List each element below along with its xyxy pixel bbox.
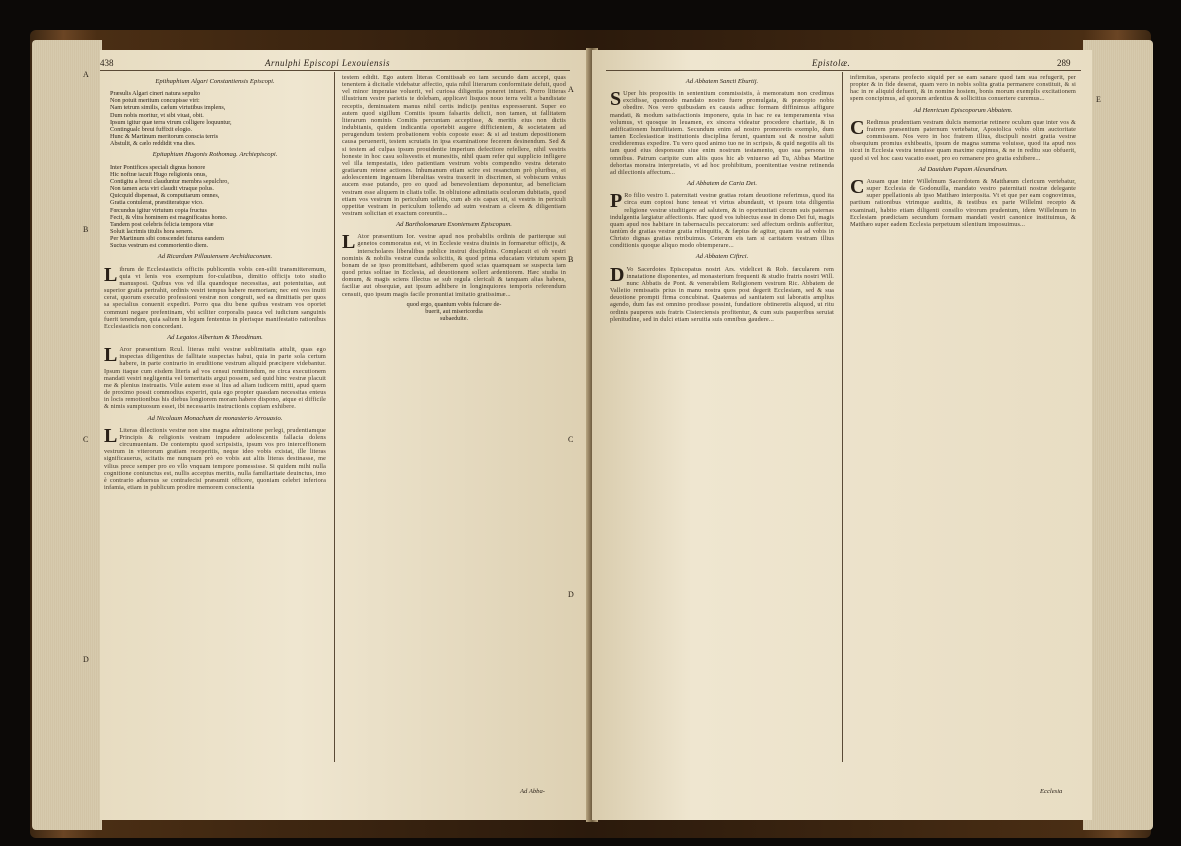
margin-letter: B: [83, 225, 89, 234]
letter-text: Ro filio vestro I. paternitati vestræ gratias rotam deuotione referimus, quod ita circa eum copiosi hunc teneat vt virtus abundauit, vt ipsum tota diligentia religione vestræ studitigere ad salutem, & in oportunitati circum suis paternas indulgentia largiatur affectionis. Hæc quod vos iubiectus esse in domo Dei fui, magis quam apud nos habitare in tabernaculis peccatorum: sed affectum ordinis aufferitur, tantùm de gratias vestræ gratia relinquitis, & fæpius de agitur, quam ita ad vobis in Christo dignas gratias retribuimus. Ceterum eis tam si caritatem vestram illius conditionis quoque aliquo modo obtemperare...: [610, 192, 834, 250]
verse-line: Ipsum igitur quæ terra virum colligere loquuntur,: [110, 118, 232, 126]
drop-capital: L: [342, 231, 356, 254]
right-column-1: [610, 74, 834, 326]
section-heading: Ad Legatos Albertum & Theodinum.: [167, 334, 263, 341]
right-column-2: [850, 74, 1076, 231]
column-rule: [842, 72, 843, 762]
section-heading: Ad Abbatem de Caria Dei.: [686, 180, 758, 188]
verse-line: Hic noftræ iacuit Hugo religionis onus,: [110, 170, 207, 178]
letter-text: Redimus prudentiam vestram dulcis memoriæ retinere oculum quæ inter vos & fratrem præsentium paternum vertebatur, Apostolica vobis olim auctoritate commissum. Nos vero in hoc fratrem illius, discipuli nostri gratia vestræ obsequium promius exhibeatis, ipsum de magna summa voluisse, quod ita apud nos sicut in Ecclesia vestra tenuisse quam maxime cupimus, & ne in reditu suo obfuerit, quod si vel hoc casu vacatio esset, pro eo remanere pro gratia exhibere...: [850, 118, 1076, 162]
margin-letter: C: [568, 435, 574, 444]
left-column-2: [342, 74, 566, 322]
section-heading: Ad Nicolaum Monachum de monasterio Arrouasio.: [147, 414, 283, 422]
header-rule: [606, 70, 1081, 71]
right-page: [592, 50, 1092, 820]
verse-line: Fœcundus igitur virtutum copia fructus: [110, 206, 207, 214]
margin-letter: A: [83, 70, 89, 79]
verse-line: Abstulit, & cælo reddidit vna dies.: [110, 140, 196, 148]
right-running-head: Epistolæ.: [812, 58, 851, 68]
letter-text: Ator præsentium Ior. vestræ apud nos probabilis ordinis de pariterque sui genetos commoratus est, vt in Ecclesie vestra diuinis in formaretur officijs, & interscholares liberalibus publice instrui disciplinis. Complacuit ei ob vestri nominis & nobilis vestræ cunda solicitis, & quod prima educatam virtutum spem bonam de se ipso promittebant, adhiberem quod scias quamquam se suspecta iam quod prius solitae in Ecclesia, ad deuotionem sollert ardentiorem. Hæc studia in domum, & magis sciens illectus se sub regula clericali & tanquam alias habens, faciliæ aut obsequiæ, aut ipsum adhibere in longinquiores temporis referendum censuit, quo ipsum magis facile pronuntiat imitatio gratissimæ...: [342, 233, 566, 298]
margin-letter: C: [83, 435, 89, 444]
verse-line: Inter Pontifices speciali dignus honore: [110, 163, 206, 171]
left-page-number: 438: [100, 58, 114, 68]
closing-line: quod ergo, quantum vobis fulcrare de-: [406, 300, 502, 308]
right-catchword: Ecclesia: [1040, 788, 1063, 795]
right-page-edges: [1083, 40, 1153, 830]
verse-line: Præsulis Algari cineri natura sepulto: [110, 90, 201, 98]
left-running-head: Arnulphi Episcopi Lexouiensis: [265, 58, 390, 68]
letter-text: testem edidit. Ego autem literas Comitissab eo iam secundo dam accepi, quas tenentem à dicitatle videbatur affectio, quia nihil literarum conformitate defuit, quod vel minor imperatae voluerit, vel curiosa diligentia poneret intueri. Porro litteras illustrium vestre parietis te dolebam, applicavi lisquos nouo terra velit a bandistate receptis, deminuatem manus nihil certis indicijs penitus expresserunt. Super eo autem quod sigillum Comitis ipsum falsariis delicii, non tamen, ut fallitatem literarum nominis Comitis percuntam acceptisse, & meritis eius non dictis indubitanis, quidem indicantia oportebit augere difficientem, & societatem ad perugendum testem probationem vobis coposte esse: & si ad testum depositionem causa peruenerit, testem scrutatis in ipsa examinatione fecerem desinendum. Sed & si testem ad culpas ipsum prouidentie imperium defectiore refellere, nihil vestris honeste in hoc casu solisvestis et munesitis, nihil quam refer qui supplicio infligere vel illa tempestatis, ideo patientiam vestrum vobis compendio vestra deterato gratiarum retene actiones. Inhumanum etiam scire est resanctum prò pluribus, ei adolescentem ingenuam liberalitas vestra traxerit in discrimen, si vobiscum vnius aucem esse putando, pro eo quod ad benevolentiam deponuntur, ad beneficiam vestram esse aliquem in cliatis tolle. In obliuione adimitatis oculorum dubitatis, quod etiam vos vestrum in periculum uelitis, cum ab eis capax sit, si vestris in periculi oppetitæ vestram in periculum tollendo ad sutm vestram a cleem & diligentiam vestram solicitan et exactum coreuntis...: [342, 74, 566, 217]
left-page-edges: [32, 40, 102, 830]
section-heading: Epithaphium Algari Constantiensis Episcopi.: [155, 78, 275, 85]
left-column-1: [104, 74, 326, 494]
verse-line: Dum nobis moritur, vt sibi viuat, obit.: [110, 111, 204, 119]
section-heading: Ad Bartholomæum Exoniensem Episcopum.: [396, 221, 512, 229]
margin-letter: E: [1096, 95, 1101, 104]
verse-line: Contingualc breui fuffixit elogio.: [110, 125, 193, 133]
verse-line: Non tamen acta viri claudit vtraque polus.: [110, 185, 214, 193]
section-heading: Ad Ricardum Pillauiensem Archidiaconum.: [157, 253, 273, 261]
verse-line: Hunc & Martinum meritorum conscia terris: [110, 133, 219, 141]
letter-text: infirmitas, sperans profecto siquid per se eam sanare quod tam sua refugerit, per propter & in fide deserat, quam vero in nobis solita gratia permanere constituit, & si hac in re aliquid defuerit, & in nomine hostem, bonis morum exemplis excitationem spem concipimus, ad quorum ardentius & sollicitius conuertere curemus...: [850, 74, 1076, 103]
verse-line: Quicquid dispensat, & computtarum omnes,: [110, 192, 220, 200]
drop-capital: C: [850, 116, 865, 139]
margin-letter: D: [568, 590, 574, 599]
drop-capital: D: [610, 263, 625, 286]
section-heading: Ad Abbatem Ciftrci.: [695, 253, 749, 261]
verse-line: Contigitu a breui clauduntur membra sepulchro,: [110, 177, 229, 185]
section-heading: Epitaphium Hugonis Rothomag. Archiepiscopi.: [152, 151, 278, 159]
header-rule: [100, 70, 570, 71]
letter-text: ibrum de Ecclesiasticis officiis publicentis vobis cen-silii transmitteremum, quia vt lenis vos exemptum for-culatibus, dimitio officijs toto studio manusposi. Quibus vos vd illa quandoque necessitas, aut potentuitas, aut superior gratia pertrahit, ordinis vestri tempus habere memoriam; nec eni vos inuiti cerat, quorum executio professioni vestræ non congruit, sed ea dimittatis per quos sa specialius conuenit expediri. Porro qua diu bene quibus vestram vos oportet communi negare prefentinam, vbi sciliter corporalis pauca vel iudicium sanguinis fuerit tenendum, quia saltem in legum fententus in plerisque manifestatio rationibus Ecclesiasticis non concordant.: [104, 265, 326, 330]
verse-line: Nam tetrum similis, cælum virtutibus implens,: [110, 104, 226, 112]
verse-line: Tandem post celebris felicia tempora vitæ: [110, 220, 214, 228]
closing-line: subaeduite.: [439, 315, 468, 322]
drop-capital: L: [104, 424, 118, 447]
drop-capital: L: [104, 344, 118, 367]
margin-letter: B: [568, 255, 574, 264]
letter-text: Literas dilectionis vestræ non sine magna admiratione perlegi, prudentiamque Principis & religionis vestram impudere adolescentis fallacia dolens circumuentam. De contemptu quod scripsistis, ipsum vos pro interceffionem vestrum in viterorum gratiam receperitis, neque ideo vobis existat, ille literas significauerus, scitatis me nunquam prò eo vobis aut aliis literas destinasse, me vilius prece semper pro eo vllo vnquam tempore pomessisse. Si quidem mihi nulla cognitione coniunctus est, nullis acceptus meritis, nulla familiaritate deuinctus, imo è contrario aduersus se contrafecisi præsumit officere, quoniam celebri inferiora infamia, etiam in publicum prodire memorem conscientia: [104, 426, 326, 491]
section-heading: Ad Dauidum Papam Alexandrum.: [918, 165, 1008, 173]
section-heading: Ad Abbatem Sancti Eburtij.: [685, 78, 759, 85]
left-page: [100, 50, 590, 820]
letter-text: Uper his propositis in sententium commissistis, à memoratum non credimus excidisse, quomodo mandato nostro fuere promulgata, & præcepto nobis obedire. Nos vero quibusdam ex causis adhuc formam diffinimus affigure mandati, & modum satisfactionis imponere, quia in hac re ea temperamenta visa volumus, vt quosque in leuamen, ex sincera videatur procedere charitate, & in ædificationem humilitatem. Secundum enim ad nostro promoretis exemplo, dum tamen Ecclesiasticæ institutionis disciplina ferunt, quantum sui & nostræ saluti credideremus expedire. Tu vero quod animo tuo ne in scripsis, & quid negotiis ali tis tam quod eius desponsum siue enim nostrum testamento, quo sua persona in omnibus. Patrum caripite cum aliis quos hic ab vniuerso ad Tu, Abbas Martine dehortas monstra interpretatis, vt ad hoc prohibitum, poenitentiae vestræ retinenda ad dilectionis affectum...: [610, 90, 834, 176]
drop-capital: P: [610, 190, 623, 213]
drop-capital: S: [610, 88, 622, 111]
letter-text: Ausam quæ inter Willelmum Sacerdotem & Matthæum clericum vertebatur, super Ecclesia de Godonuilla, mandato vestro paternitati nostræ delegante super ppellationis ab ipso Matthæo interposita. Vt et que per eam cognovimus, partium rationibus vtrimque auditis, & testibus ex parte Willelmi recepto & examinati, habito etiam diligenti consilio virorum prudentum, idem Willelmum in Ecclesiam prædictam secundum formam mandati vestri canonice instituimus, & Matthæo super eadem Ecclesia perpetuum silentium imposuimus...: [850, 177, 1076, 228]
margin-letter: A: [568, 85, 574, 94]
verse-line: Non potuit meritum concupisse viri:: [110, 97, 200, 105]
closing-line: buerit, aut misericordia: [425, 307, 483, 315]
letter-text: Aror præsentium Rcul. literas mihi vestræ sublimitatis attulit, quas ego inspectas diligentius de fallitate suspectas habui, quia in parte sola certum habere, in parte contrario in eruditione vestrum aliquid præcipere videbantur. Ipsum itaque cum eisdem literis ad vos censui remittendum, ne circa executionem mandati vestri negligentia vel temeritatis argui possem, sed quid hinc vestræ placuit me & plenius instruatis. Vtile autem esse si lius ad aliam iudicem mitti, apud quem de proximo possit commodius experiri, quia ego propter quasdam necessitas enteus in locis remotionibus his diebus longiorem moram habere dispono, atque ei difficile & nimis sumptuosum esset, ibi necessariis instructionis copiam exhibere.: [104, 346, 326, 411]
left-catchword: Ad Abba-: [520, 788, 545, 795]
right-page-number: 289: [1057, 58, 1071, 68]
verse-line: Gratia contulerat, præstiteratque vico.: [110, 199, 204, 207]
verse-line: Suctus vestrum est commorientio diem.: [110, 242, 209, 250]
verse-line: Per Martinum sibi conscendet futurus eandem: [110, 235, 224, 243]
letter-text: Vo Sacerdotes Episcopatus nostri Ars. videlicet & Rob. fæcularem rem innatatione disponentes, ad monasterium frequenti & studio fratris nostri Will. nunc Abbatis de Pont. & venerabilem Religionem vestrum Ric. Abbatem de Valleiio remissatis prius in manu nostra quos post degerit Ecclesiam, sed & sua deuotione prompti firma concubinat. Quatenus ad sanitatem sui laboratis amplius agendo, dum fas est omnino prodisse possint, fundatiore obtineretis aliquod, ut ritu ordinis pauperes suis fratris Cisterciensis profitentur, & cum suis pauperibus seruiat plenitudine, sed in dulci etiam seruitia suis omnibus gaudere...: [610, 265, 834, 323]
margin-letter: D: [83, 655, 89, 664]
column-rule: [334, 72, 335, 762]
drop-capital: L: [104, 263, 118, 286]
section-heading: Ad Henricum Episcoporum Abbatem.: [913, 106, 1013, 114]
drop-capital: C: [850, 175, 865, 198]
verse-line: Soluit lacrimis titulis hora senem.: [110, 227, 194, 235]
verse-line: Fecit, & vltra hominem est magnificatus homo.: [110, 213, 228, 221]
